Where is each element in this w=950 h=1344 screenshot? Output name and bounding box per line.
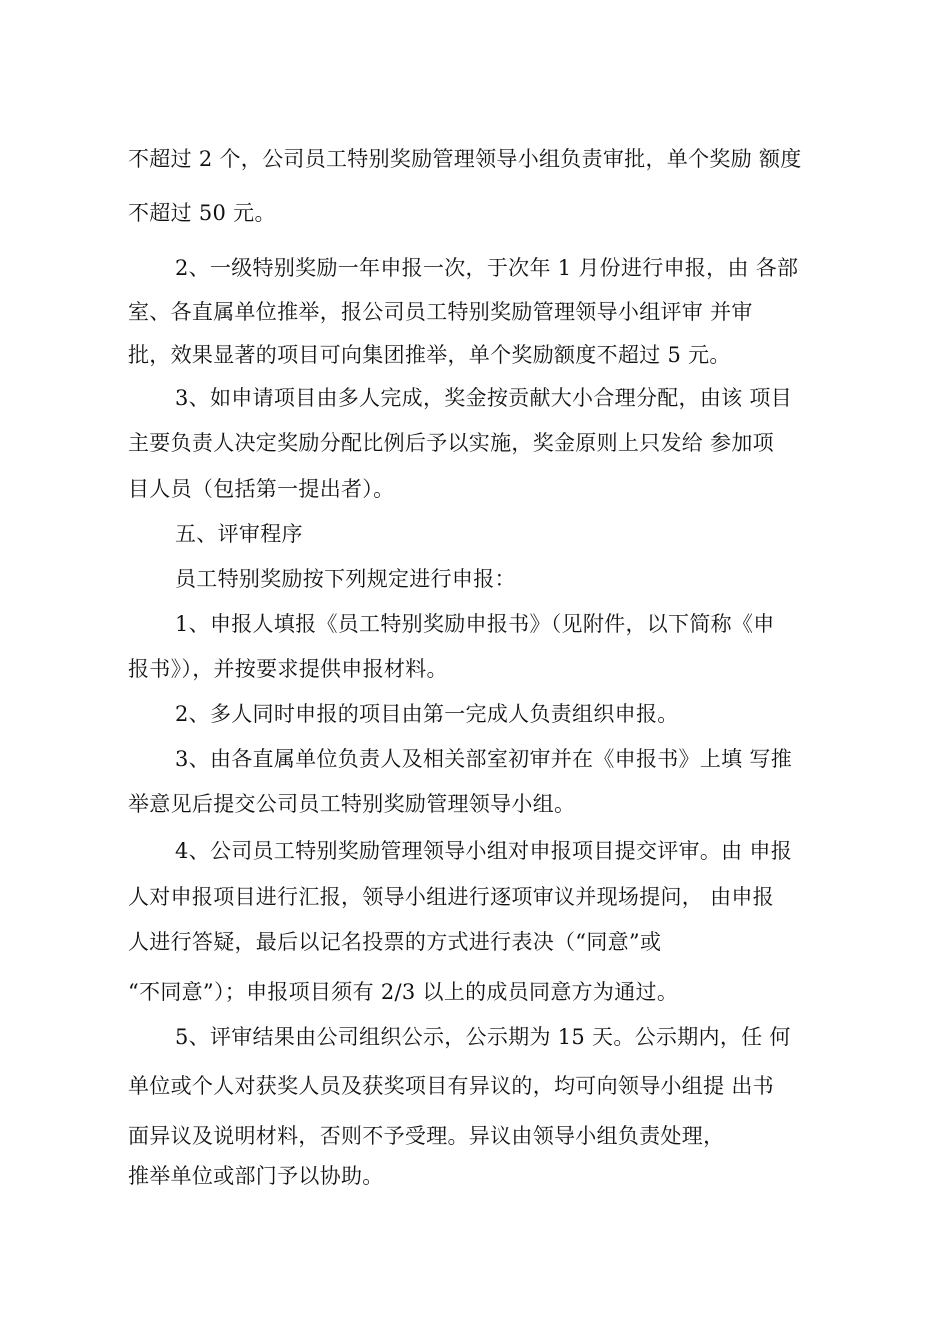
text-line: 2、一级特别奖励一年申报一次，于次年 1 月份进行申报，由 各部 bbox=[175, 256, 799, 280]
text-line: 举意见后提交公司员工特别奖励管理领导小组。 bbox=[128, 792, 576, 816]
text-line: 员工特别奖励按下列规定进行申报： bbox=[175, 567, 516, 591]
text-line: 1、申报人填报《员工特别奖励申报书》（见附件，以下简称《申 bbox=[175, 612, 775, 636]
text-line: 目人员（包括第一提出者）。 bbox=[128, 477, 395, 501]
text-line: 人进行答疑，最后以记名投票的方式进行表决（“同意”或 bbox=[128, 930, 662, 954]
text-line: 推举单位或部门予以协助。 bbox=[128, 1164, 384, 1188]
text-line: 单位或个人对获奖人员及获奖项目有异议的，均可向领导小组提 出书 bbox=[128, 1074, 774, 1098]
text-line: 不超过 2 个，公司员工特别奖励管理领导小组负责审批，单个奖励 额度 bbox=[128, 147, 802, 171]
text-line: 室、各直属单位推举，报公司员工特别奖励管理领导小组评审 并审 bbox=[128, 300, 753, 324]
text-line: 批，效果显著的项目可向集团推举，单个奖励额度不超过 5 元。 bbox=[128, 343, 731, 367]
section-heading: 五、评审程序 bbox=[175, 522, 303, 546]
text-line: 报书》），并按要求提供申报材料。 bbox=[128, 657, 448, 681]
text-line: 3、如申请项目由多人完成，奖金按贡献大小合理分配，由该 项目 bbox=[175, 386, 793, 410]
text-line: 主要负责人决定奖励分配比例后予以实施，奖金原则上只发给 参加项 bbox=[128, 431, 774, 455]
text-line: 5、评审结果由公司组织公示，公示期为 15 天。公示期内，任 何 bbox=[175, 1025, 791, 1049]
text-line: 2、多人同时申报的项目由第一完成人负责组织申报。 bbox=[175, 702, 679, 726]
text-line: 3、由各直属单位负责人及相关部室初审并在《申报书》上填 写推 bbox=[175, 747, 793, 771]
text-line: 人对申报项目进行汇报，领导小组进行逐项审议并现场提问， 由申报 bbox=[128, 885, 774, 909]
text-line: 4、公司员工特别奖励管理领导小组对申报项目提交评审。由 申报 bbox=[175, 839, 793, 863]
text-line: 不超过 50 元。 bbox=[128, 201, 276, 225]
text-line: “不同意”）；申报项目须有 2/3 以上的成员同意方为通过。 bbox=[128, 980, 679, 1004]
text-line: 面异议及说明材料，否则不予受理。异议由领导小组负责处理， bbox=[128, 1124, 725, 1148]
